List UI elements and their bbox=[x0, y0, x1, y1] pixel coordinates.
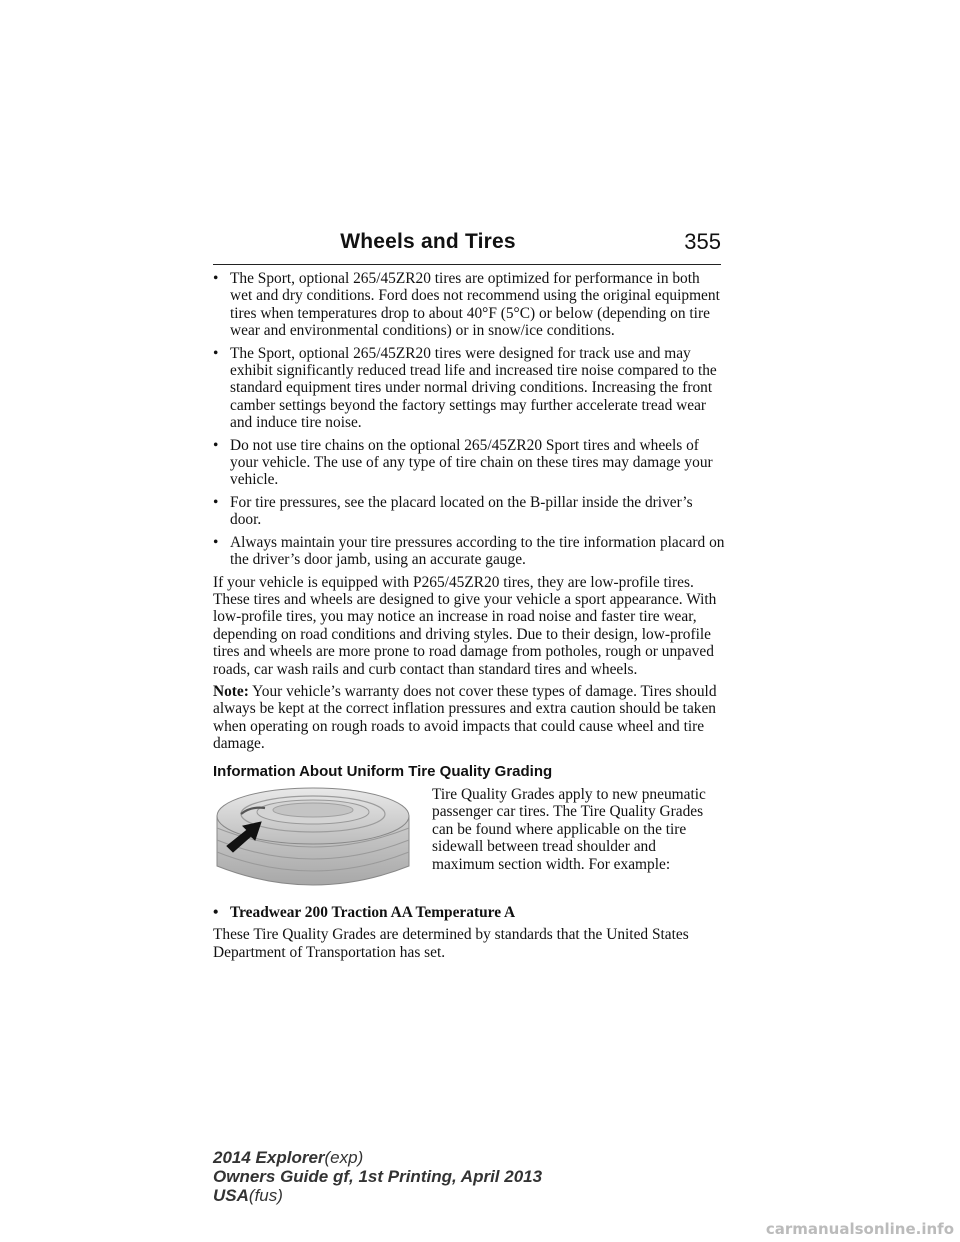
footer-region: USA bbox=[213, 1186, 249, 1205]
footer-line-2 bbox=[213, 1167, 542, 1186]
page-title: Wheels and Tires bbox=[340, 230, 516, 253]
footer-model-code: (exp) bbox=[324, 1148, 364, 1167]
main-content bbox=[213, 270, 725, 966]
bullet-dot: • bbox=[213, 436, 219, 454]
footer-model: 2014 Explorer bbox=[213, 1148, 325, 1167]
bullet-dot: • bbox=[213, 533, 219, 551]
note-paragraph bbox=[213, 683, 725, 753]
bullet-dot: • bbox=[213, 270, 219, 287]
bullet-dot: • bbox=[213, 903, 219, 921]
example-bullet-list bbox=[213, 904, 725, 921]
closing-paragraph: These Tire Quality Grades are determined by standards that the United States Department of Transportation has set. bbox=[213, 926, 689, 961]
list-item bbox=[213, 494, 725, 529]
list-item-text: For tire pressures, see the placard located on the B-pillar inside the driver’s door. bbox=[230, 493, 693, 529]
page-header bbox=[213, 228, 721, 265]
sport-tire-bullet-list bbox=[213, 270, 725, 569]
footer-edition: Owners Guide gf, 1st Printing, April 2013 bbox=[213, 1167, 543, 1186]
footer-line-1 bbox=[213, 1148, 542, 1167]
list-item-text: The Sport, optional 265/45ZR20 tires are optimized for performance in both wet and dry conditions. Ford does not recommend using the original equipment tires when temperatures drop to about 40°F (5°C) or below (depending on tire wear and environmental conditions) or in snow/ice conditions. bbox=[230, 270, 720, 340]
list-item bbox=[213, 270, 725, 340]
low-profile-paragraph: If your vehicle is equipped with P265/45ZR20 tires, they are low-profile tires. These tires and wheels are designed to give your vehicle a sport appearance. With low-profile tires, you may notice an increase in road noise and faster tire wear, depending on road conditions and driving styles. Due to their design, low-profile tires and wheels are more prone to road damage from potholes, rough or unpaved roads, car wash rails and curb contact than standard tires and wheels. bbox=[213, 573, 717, 678]
list-item bbox=[213, 904, 725, 921]
document-footer bbox=[213, 1148, 542, 1205]
tire-sidewall-illustration bbox=[213, 786, 413, 896]
footer-line-3 bbox=[213, 1186, 542, 1205]
list-item bbox=[213, 345, 725, 432]
list-item-text: The Sport, optional 265/45ZR20 tires were designed for track use and may exhibit significantly reduced tread life and increased tire noise compared to the standard equipment tires under normal driving conditions. Increasing the front camber settings beyond the factory settings may further accelerate tread wear and induce tire noise. bbox=[230, 344, 717, 432]
footer-region-code: (fus) bbox=[248, 1186, 283, 1205]
list-item bbox=[213, 437, 725, 489]
list-item-text: Do not use tire chains on the optional 265/45ZR20 Sport tires and wheels of your vehicle. The use of any type of tire chain on these tires may damage your vehicle. bbox=[230, 436, 713, 489]
note-label: Note: bbox=[213, 682, 249, 700]
watermark: carmanualsonline.info bbox=[765, 1220, 954, 1238]
figure-description: Tire Quality Grades apply to new pneumatic passenger car tires. The Tire Quality Grades can be found where applicable on the tire sidewall between tread shoulder and maximum section width. For example: bbox=[432, 785, 706, 873]
list-item bbox=[213, 534, 725, 569]
tire-figure-row bbox=[213, 786, 725, 898]
example-grade-text: Treadwear 200 Traction AA Temperature A bbox=[230, 903, 516, 921]
note-text: Your vehicle’s warranty does not cover these types of damage. Tires should always be kept at the correct inflation pressures and extra caution should be taken when operating on rough roads to avoid impacts that could cause wheel and tire damage. bbox=[213, 682, 717, 753]
list-item-text: Always maintain your tire pressures according to the tire information placard on the driver’s door jamb, using an accurate gauge. bbox=[230, 533, 725, 569]
bullet-dot: • bbox=[213, 493, 219, 511]
section-heading: Information About Uniform Tire Quality Grading bbox=[213, 762, 553, 780]
page-number: 355 bbox=[684, 229, 721, 254]
bullet-dot: • bbox=[213, 344, 219, 362]
